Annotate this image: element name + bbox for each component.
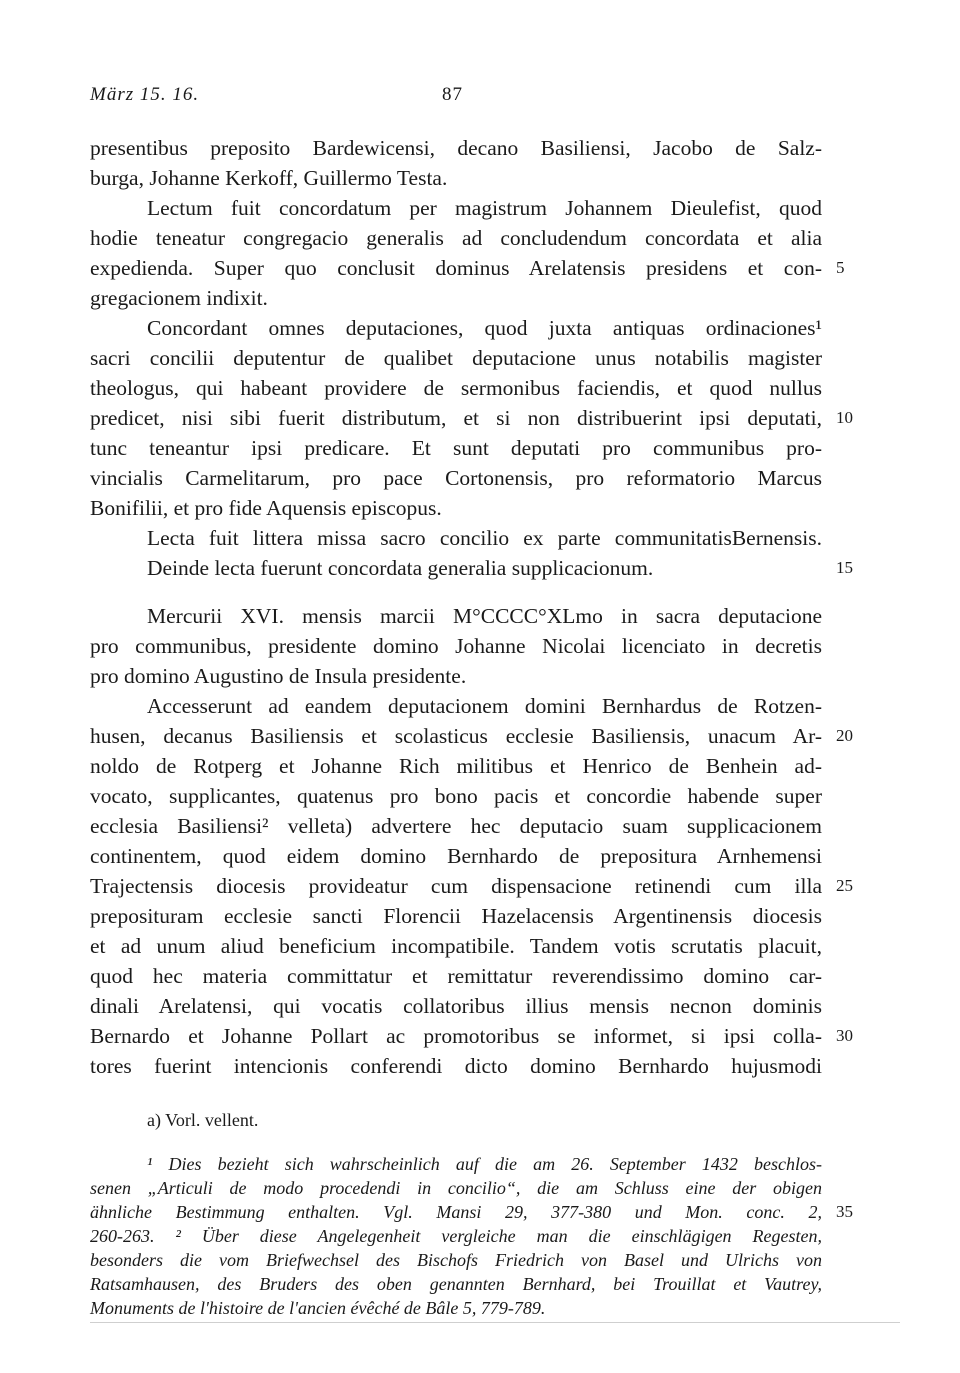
text-line: gregacionem indixit. [90, 286, 268, 310]
bottom-rule [90, 1322, 900, 1323]
text-line: Trajectensis diocesis provideatur cum dispensacione retinendi cum illa [90, 874, 822, 898]
text-line: noldo de Rotperg et Johanne Rich militibus et Henrico de Benhein ad- [90, 754, 822, 778]
footnote-line: Ratsamhausen, des Bruders des oben genannten Bernhard, bei Trouillat et Vautrey, [90, 1274, 822, 1294]
footnote-line: senen „Articuli de modo procedendi in concilio“, die am Schluss eine der obigen [90, 1178, 822, 1198]
text-line: hodie teneatur congregacio generalis ad concludendum concordata et alia [90, 226, 822, 250]
footnote-line: 260-263. ² Über diese Angelegenheit vergleiche man die einschlägigen Regesten, [90, 1226, 822, 1246]
line-number: 15 [836, 558, 853, 577]
text-line: Accesserunt ad eandem deputacionem domini Bernhardus de Rotzen- [147, 694, 822, 718]
running-head: März 15. 16. [90, 84, 200, 105]
text-line: sacri concilii deputentur de qualibet deputacione unus notabilis magister [90, 346, 822, 370]
text-line: vincialis Carmelitarum, pro pace Cortonensis, pro reformatorio Marcus [90, 466, 822, 490]
text-line: expedienda. Super quo conclusit dominus Arelatensis presidens et con- [90, 256, 822, 280]
text-line: tunc teneantur ipsi predicare. Et sunt deputati pro communibus pro- [90, 436, 822, 460]
text-line: Bernardo et Johanne Pollart ac promotoribus se informet, si ipsi colla- [90, 1024, 822, 1048]
text-line: dinali Arelatensi, qui vocatis collatoribus illius mensis necnon dominis [90, 994, 822, 1018]
text-line: ecclesia Basiliensi² velleta) advertere hec deputacio suam supplicacionem [90, 814, 822, 838]
line-number: 20 [836, 726, 853, 745]
footnote-line: Monuments de l'histoire de l'ancien évêché de Bâle 5, 779-789. [90, 1298, 546, 1318]
text-line: burga, Johanne Kerkoff, Guillermo Testa. [90, 166, 448, 190]
line-number: 35 [836, 1202, 853, 1221]
line-number: 25 [836, 876, 853, 895]
text-line: pro domino Augustino de Insula presidente. [90, 664, 467, 688]
line-number: 10 [836, 408, 853, 427]
line-number: 30 [836, 1026, 853, 1045]
footnote-line: ¹ Dies bezieht sich wahrscheinlich auf die am 26. September 1432 beschlos- [147, 1154, 822, 1174]
text-line: preposituram ecclesie sancti Florencii Hazelacensis Argentinensis diocesis [90, 904, 822, 928]
footnote-line: ähnliche Bestimmung enthalten. Vgl. Mansi 29, 377-380 und Mon. conc. 2, [90, 1202, 822, 1222]
text-line: Deinde lecta fuerunt concordata generalia supplicacionum. [147, 556, 654, 580]
text-line: quod hec materia committatur et remittatur reverendissimo domino car- [90, 964, 822, 988]
text-line: et ad unum aliud beneficium incompatibile. Tandem votis scrutatis placuit, [90, 934, 822, 958]
footnote-line: besonders die vom Briefwechsel des Bischofs Friedrich von Basel und Ulrichs von [90, 1250, 822, 1270]
text-line: predicet, nisi sibi fuerit distributum, et si non distribuerint ipsi deputati, [90, 406, 822, 430]
text-line: Lecta fuit littera missa sacro concilio ex parte communitatisBernensis. [147, 526, 822, 550]
text-line: theologus, qui habeant providere de sermonibus faciendis, et quod nullus [90, 376, 822, 400]
text-line: Concordant omnes deputaciones, quod juxta antiquas ordinaciones¹ [147, 316, 822, 340]
text-line: Bonifilii, et pro fide Aquensis episcopus. [90, 496, 442, 520]
variant-note: a) Vorl. vellent. [147, 1110, 259, 1130]
page-header [0, 0, 960, 120]
text-line: presentibus preposito Bardewicensi, decano Basiliensi, Jacobo de Salz- [90, 136, 822, 160]
text-line: pro communibus, presidente domino Johanne Nicolai licenciato in decretis [90, 634, 822, 658]
text-line: Mercurii XVI. mensis marcii M°CCCC°XLmo in sacra deputacione [147, 604, 822, 628]
text-line: husen, decanus Basiliensis et scolasticus ecclesie Basiliensis, unacum Ar- [90, 724, 822, 748]
line-number: 5 [836, 258, 845, 277]
page-number: 87 [442, 84, 463, 105]
text-line: vocato, supplicantes, quatenus pro bono pacis et concordie habende super [90, 784, 822, 808]
text-line: tores fuerint intencionis conferendi dicto domino Bernhardo hujusmodi [90, 1054, 822, 1078]
text-line: Lectum fuit concordatum per magistrum Johannem Dieulefist, quod [147, 196, 822, 220]
text-line: continentem, quod eidem domino Bernhardo de prepositura Arnhemensi [90, 844, 822, 868]
